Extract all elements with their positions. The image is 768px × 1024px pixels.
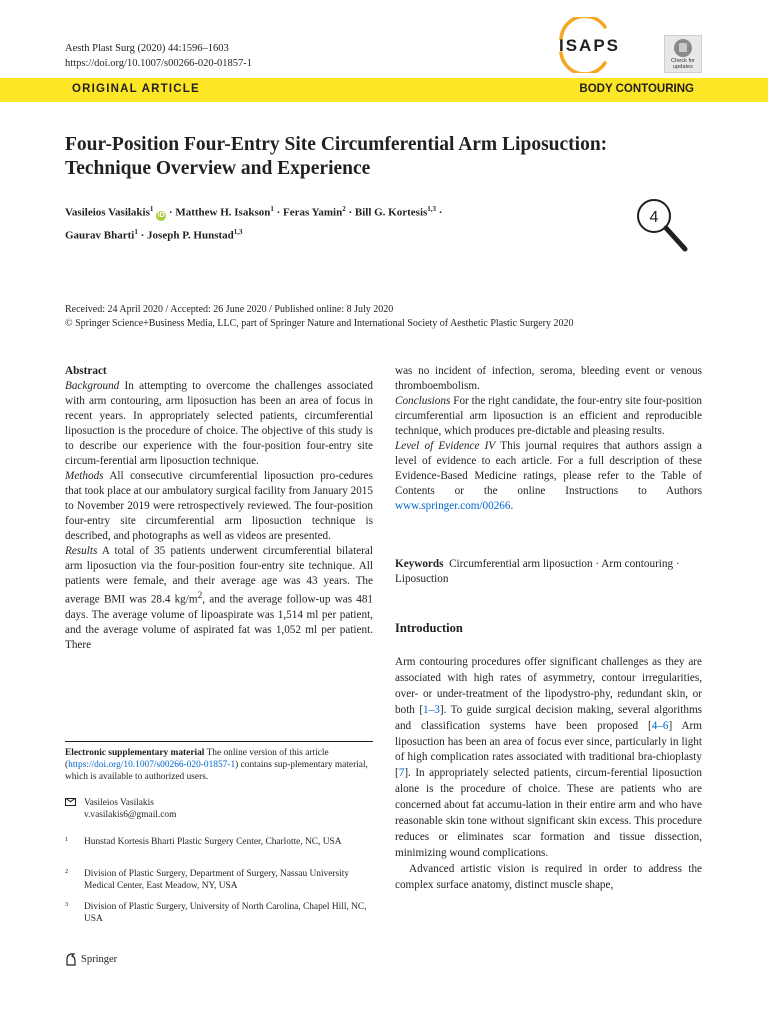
- publisher-footer: [65, 953, 117, 966]
- magnifier-icon: [629, 197, 691, 255]
- article-title: [65, 133, 685, 181]
- footnote-divider: [65, 741, 373, 742]
- section-label: BODY CONTOURING: [579, 83, 694, 95]
- journal-citation: Aesth Plast Surg (2020) 44:1596–1603: [65, 43, 229, 54]
- publication-dates: [65, 303, 705, 331]
- affiliation-text: Hunstad Kortesis Bharti Plastic Surgery Center, Charlotte, NC, USA: [84, 837, 342, 847]
- reference-link[interactable]: 1–3: [423, 703, 440, 716]
- affiliation-text: Division of Plastic Surgery, University of North Carolina, Chapel Hill, NC, USA: [84, 902, 367, 924]
- abstract-conclusions: Conclusions For the right candidate, the four-entry site four-position circumferential arm liposuction is an efficient and reproducible technique, which produces pre-dictable and pleasing results.: [395, 395, 703, 437]
- bookmark-icon: [674, 39, 692, 57]
- reference-link[interactable]: 7: [398, 767, 405, 780]
- journal-doi-link[interactable]: https://doi.org/10.1007/s00266-020-01857-1: [65, 58, 253, 69]
- title-line-2: Technique Overview and Experience: [65, 158, 371, 179]
- publisher-name: Springer: [81, 954, 118, 965]
- introduction-heading: Introduction: [395, 621, 463, 635]
- abstract-results-continued: was no incident of infection, seroma, bleeding event or venous thromboembolism.: [395, 365, 702, 392]
- springer-horse-icon: [65, 953, 77, 966]
- author-list: Vasileios Vasilakis$^1$ iD · Matthew H. Isakson$^1$ · Feras Yamin$^2$ · Bill G. Kortesis$^{1,3}$ · Gaurav Bharti$^1$ · Joseph P. Hunstad$^{1,3}$: [65, 205, 443, 242]
- introduction-paragraph: Arm contouring procedures offer significant challenges as they are associated with high rates of asymmetry, contour irregularities, over- or under-treatment of the lipodystro-phy, redundant skin, or both [1–3]. To guide surgical decision making, several algorithms and classification systems have been proposed [4–6] Arm liposuction has been an area of focus ever since, particularly in light of high complication rates associated with traditional bra-chioplasty [7]. In appropriately selected patients, circum-ferential liposuction alone is the procedure of choice. These are patients who are concerned about fat accumu-lation in their entire arm and who have reasonable skin tone without significant skin excess. This procedure reduces or eliminates scar formation and tissue dissection, minimizing wound complications.: [395, 656, 702, 859]
- author-name[interactable]: Feras Yamin: [283, 206, 343, 219]
- affiliation-number: 2: [65, 868, 69, 875]
- copyright-line: © Springer Science+Business Media, LLC, part of Springer Nature and International Society of Aesthetic Plastic Surgery 2020: [65, 318, 574, 329]
- isaps-logo: [553, 17, 653, 73]
- keywords: [395, 557, 702, 587]
- reference-link[interactable]: 4–6: [651, 719, 669, 732]
- orcid-icon[interactable]: iD: [157, 211, 165, 219]
- supplementary-material-note: Electronic supplementary material The online version of this article (https://doi.org/10.1007/s00266-020-01857-1) contains sup-plementary material, which is available to authorized users.: [65, 748, 368, 782]
- article-type-banner: [0, 78, 768, 102]
- affiliation-number: 1: [65, 836, 69, 843]
- keywords-label: Keywords: [395, 558, 444, 570]
- article-type-label: ORIGINAL ARTICLE: [72, 83, 200, 95]
- check-updates-line2: updates: [673, 64, 693, 70]
- contact-email[interactable]: v.vasilakis6@gmail.com: [84, 810, 177, 820]
- author-name[interactable]: Vasileios Vasilakis: [65, 206, 150, 219]
- introduction-body: [395, 655, 702, 894]
- keywords-text: Circumferential arm liposuction · Arm contouring · Liposuction: [395, 558, 680, 585]
- affiliation: [65, 868, 370, 892]
- evidence-level-number: 4: [649, 209, 659, 226]
- introduction-paragraph: Advanced artistic vision is required in order to address the complex surface anatomy, distinct muscle shape,: [395, 862, 702, 891]
- affiliation: [65, 901, 370, 925]
- journal-reference: [65, 41, 252, 71]
- affiliation: [65, 836, 370, 848]
- abstract-level-of-evidence: Level of Evidence IV This journal requires that authors assign a level of evidence to each article. For a full description of these Evidence-Based Medicine ratings, please refer to the Table of Contents or the online Instructions to Authors www.springer.com/00266.: [395, 440, 702, 512]
- abstract-column: [65, 364, 373, 653]
- abstract-results: Results A total of 35 patients underwent circumferential bilateral arm liposuction via the four-position four-entry site technique. All patients were female, and their average age was 43 years. The average BMI was 28.4 $kg/m^2$, and the average follow-up was 481 days. The average volume of lipoaspirate was 1,514 ml per patient, and the average volume of aspirated fat was 1,052 ml per patient. There: [65, 545, 374, 651]
- affiliation-number: 3: [65, 901, 69, 908]
- author-name[interactable]: Joseph P. Hunstad: [147, 229, 234, 242]
- author-name[interactable]: Bill G. Kortesis: [354, 206, 428, 219]
- supplementary-label: Electronic supplementary material: [65, 748, 205, 758]
- dates-line: Received: 24 April 2020 / Accepted: 26 June 2020 / Published online: 8 July 2020: [65, 304, 394, 315]
- supplementary-doi-link[interactable]: https://doi.org/10.1007/s00266-020-01857-1: [68, 760, 236, 770]
- abstract-methods: Methods All consecutive circumferential liposuction pro-cedures that took place at our ambulatory surgical facility from January 2015 to November 2019 were retrospectively reviewed. The four-position four-entry site circumferential arm liposuction technique is described, and photographs as well as videos are presented.: [65, 470, 373, 542]
- corresponding-author: [65, 797, 370, 821]
- contact-name: Vasileios Vasilakis: [84, 798, 154, 808]
- isaps-logo-text: ISAPS: [559, 36, 621, 55]
- envelope-icon: [65, 798, 76, 806]
- author-name[interactable]: Gaurav Bharti: [65, 229, 135, 242]
- author-name[interactable]: Matthew H. Isakson: [175, 206, 271, 219]
- check-for-updates-button[interactable]: [664, 35, 702, 73]
- abstract-continued-column: [395, 364, 702, 514]
- instructions-link[interactable]: www.springer.com/00266: [395, 500, 511, 512]
- title-line-1: Four-Position Four-Entry Site Circumferential Arm Liposuction:: [65, 134, 608, 155]
- abstract-heading: Abstract: [65, 365, 107, 377]
- check-updates-line1: Check for: [671, 58, 695, 64]
- affiliation-text: Division of Plastic Surgery, Department of Surgery, Nassau University Medical Center, East Meadow, NY, USA: [84, 869, 350, 891]
- abstract-background: Background In attempting to overcome the challenges associated with arm contouring, arm liposuction has been an area of focus in recent years. In appropriately selected patients, circumferential liposuction is the procedure of choice. The objective of this study is to describe our experience with the four-position four-entry site circum-ferential arm liposuction technique.: [65, 380, 373, 467]
